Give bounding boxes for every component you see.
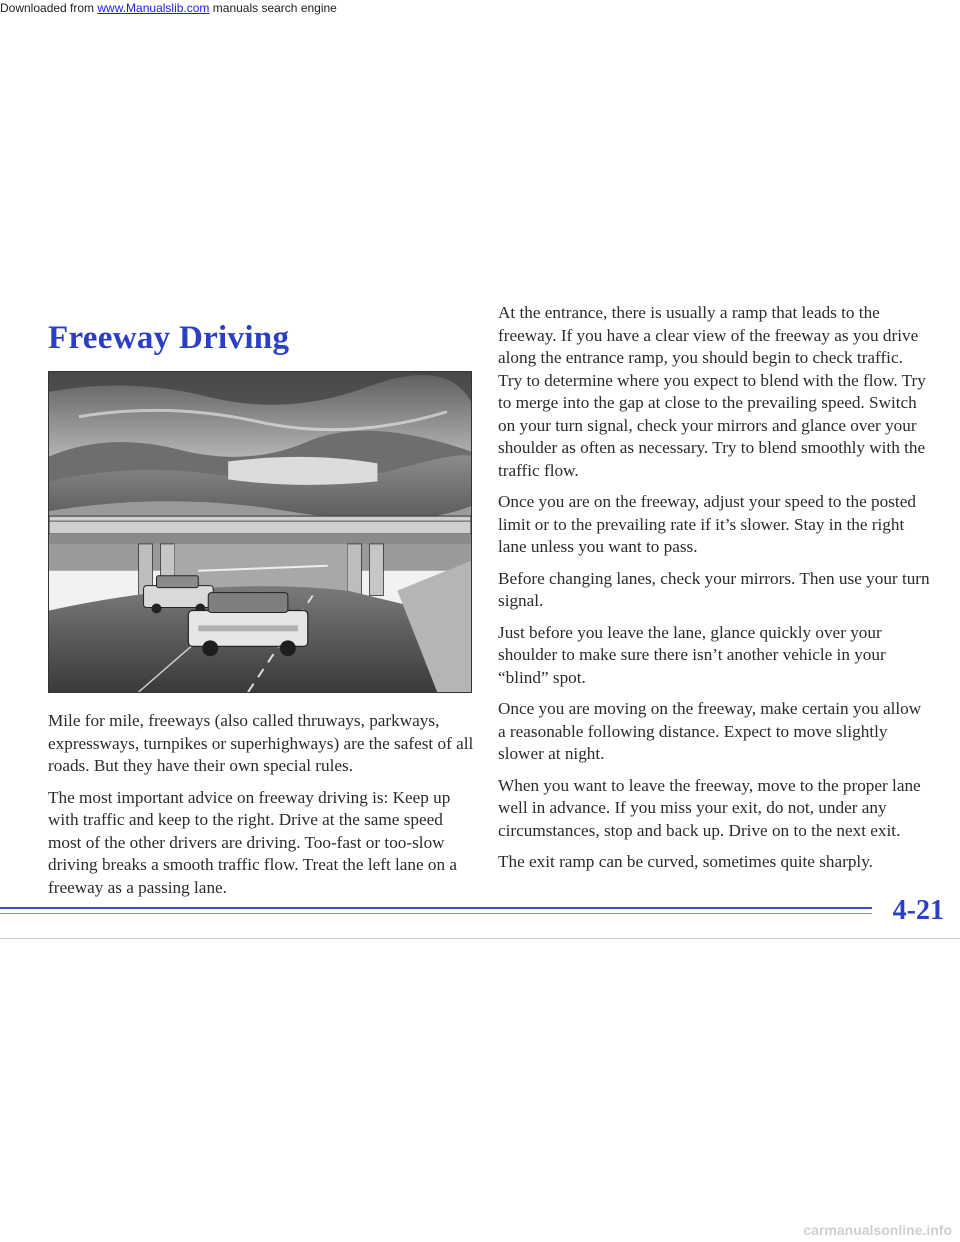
- paragraph: The exit ramp can be curved, sometimes quite sharply.: [498, 852, 873, 871]
- left-text-column: [48, 710, 478, 908]
- credit-suffix: manuals search engine: [209, 1, 337, 15]
- footer-rule: [0, 907, 872, 909]
- paragraph: Once you are on the freeway, adjust your speed to the posted limit or to the prevailing rate if it’s slower. Stay in the right lane unless you want to pass.: [498, 492, 916, 556]
- watermark: carmanualsonline.info: [803, 1222, 952, 1238]
- paragraph: At the entrance, there is usually a ramp that leads to the freeway. If you have a clear view of the freeway as you drive along the entrance ramp, you should begin to check traffic. Try to determine where you expect to blend with the flow. Try to merge into the gap at close to the prevailing speed. Switch on your turn signal, check your mirrors and glance over your shoulder as often as necessary. Try to blend smoothly with the traffic flow.: [498, 303, 926, 480]
- page-number: 4-21: [892, 895, 944, 926]
- page-bottom-line: [0, 938, 960, 939]
- freeway-overpass-drawing: [49, 372, 471, 692]
- paragraph: Before changing lanes, check your mirrors. Then use your turn signal.: [498, 568, 930, 610]
- download-credit: [0, 0, 337, 16]
- credit-prefix: Downloaded from: [0, 1, 98, 15]
- paragraph: The most important advice on freeway driving is: Keep up with traffic and keep to the right. Drive at the same speed most of the other drivers are driving. Too-fast or too-slow driving breaks a smooth traffic flow. Treat the left lane on a freeway as a passing lane.: [48, 787, 458, 897]
- freeway-illustration: [48, 371, 472, 693]
- right-text-column: [498, 302, 930, 883]
- paragraph: Mile for mile, freeways (also called thruways, parkways, expressways, turnpikes or superhighways) are the safest of all roads. But they have their own special rules.: [48, 711, 474, 775]
- paragraph: Just before you leave the lane, glance quickly over your shoulder to make sure there isn’t another vehicle in your “blind” spot.: [498, 622, 886, 687]
- footer-rule-thin: [0, 913, 872, 914]
- section-title: Freeway Driving: [48, 320, 290, 356]
- paragraph: When you want to leave the freeway, move to the proper lane well in advance. If you miss your exit, do not, under any circumstances, stop and back up. Drive on to the next exit.: [498, 775, 921, 840]
- manualslib-link[interactable]: www.Manualslib.com: [97, 1, 210, 15]
- paragraph: Once you are moving on the freeway, make certain you allow a reasonable following distance. Expect to move slightly slower at night.: [498, 699, 922, 763]
